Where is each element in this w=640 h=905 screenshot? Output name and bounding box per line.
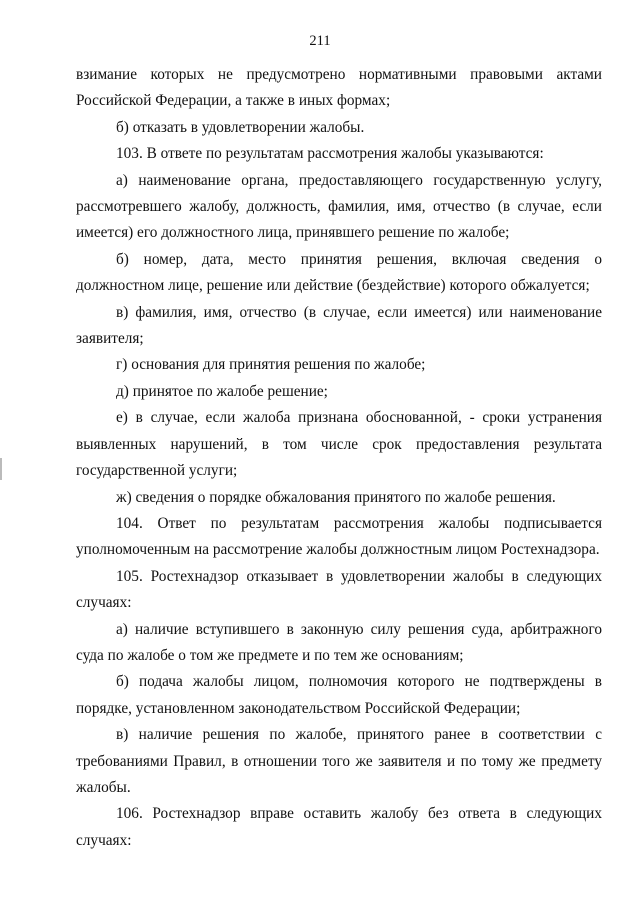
paragraph: 103. В ответе по результатам рассмотрения жалобы указываются: [116, 145, 544, 163]
scan-edge-mark [0, 458, 2, 480]
paragraph: д) принятое по жалобе решение; [116, 382, 328, 400]
paragraph: в) наличие решения по жалобе, принятого ранее в соответствии с требованиями Правил, в отношении того же заявителя и по тому же предмету жалобы. [76, 726, 602, 796]
paragraph: 105. Ростехнадзор отказывает в удовлетворении жалобы в следующих случаях: [76, 567, 602, 612]
paragraph: 104. Ответ по результатам рассмотрения жалобы подписывается уполномоченным на рассмотрение жалобы должностным лицом Ростехнадзора. [76, 514, 602, 559]
paragraph: г) основания для принятия решения по жалобе; [116, 356, 426, 374]
document-body [76, 62, 602, 854]
paragraph: е) в случае, если жалоба признана обоснованной, - сроки устранения выявленных нарушений, в том числе срок предоставления результата государственной услуги; [76, 409, 602, 480]
paragraph: б) номер, дата, место принятия решения, включая сведения о должностном лице, решение или действие (бездействие) которого обжалуется; [76, 250, 602, 295]
paragraph: в) фамилия, имя, отчество (в случае, если имеется) или наименование заявителя; [76, 303, 602, 348]
paragraph: 106. Ростехнадзор вправе оставить жалобу без ответа в следующих случаях: [76, 805, 602, 849]
paragraph: б) подача жалобы лицом, полномочия которого не подтверждены в порядке, установленном законодательством Российской Федерации; [76, 673, 602, 717]
paragraph: б) отказать в удовлетворении жалобы. [116, 118, 365, 136]
paragraph: а) наименование органа, предоставляющего государственную услугу, рассмотревшего жалобу, должность, фамилия, имя, отчество (в случае, если имеется) его должностного лица, принявшего решение по жалобе; [76, 171, 602, 242]
paragraph: а) наличие вступившего в законную силу решения суда, арбитражного суда по жалобе о том же предмете и по тем же основаниям; [76, 620, 602, 664]
paragraph: ж) сведения о порядке обжалования принятого по жалобе решения. [116, 488, 556, 506]
paragraph: взимание которых не предусмотрено нормативными правовыми актами Российской Федерации, а также в иных формах; [76, 66, 602, 110]
page-number: 211 [309, 33, 331, 49]
